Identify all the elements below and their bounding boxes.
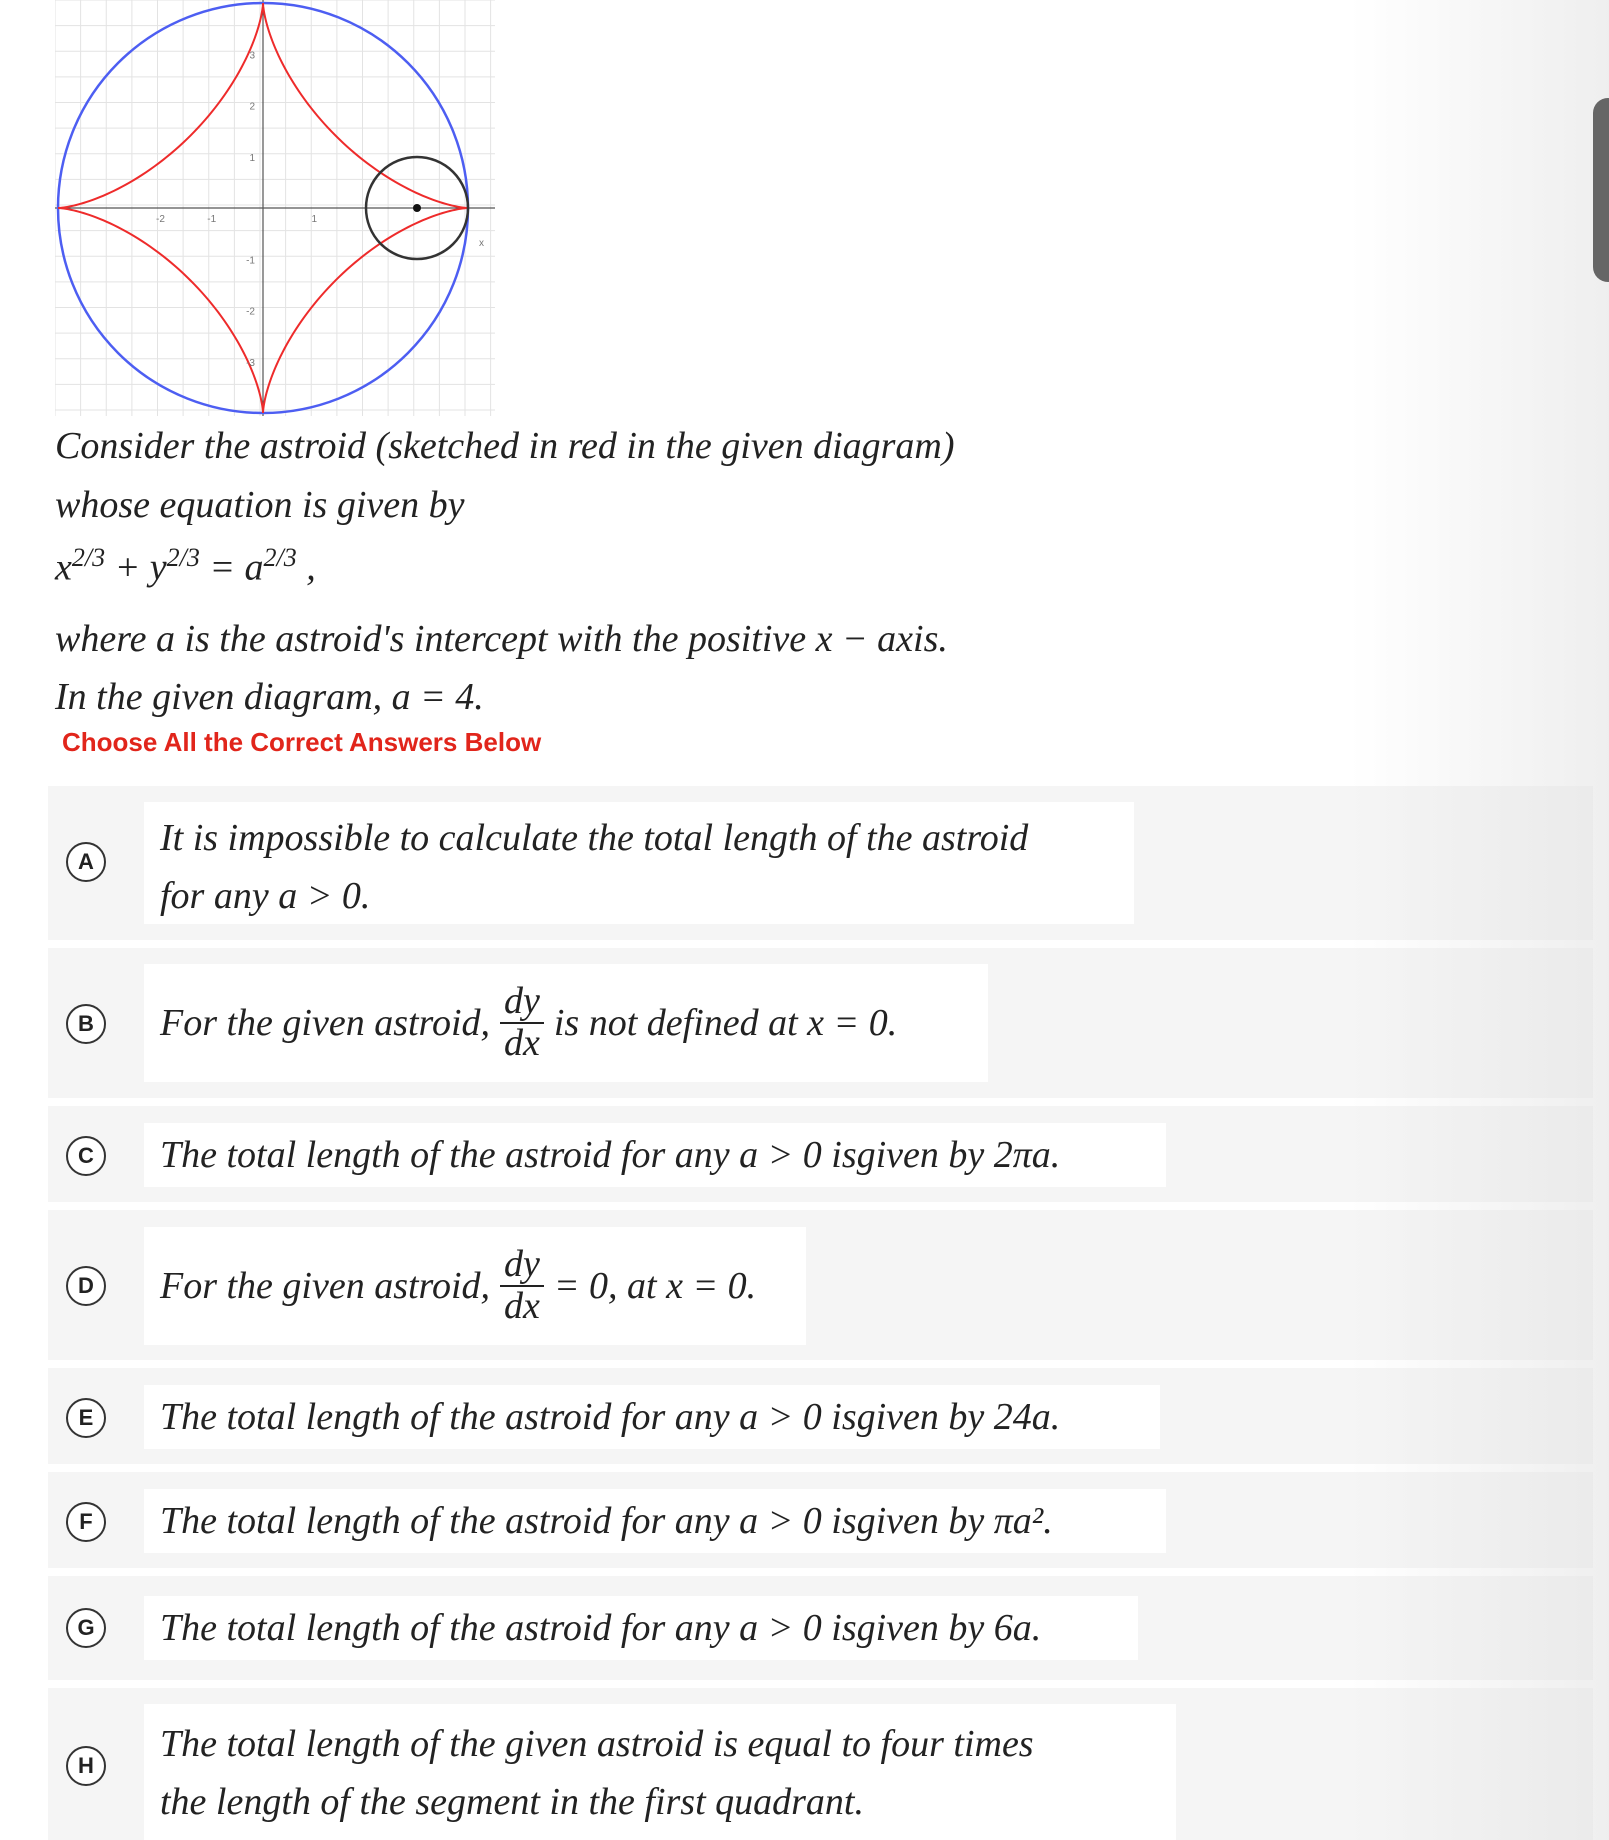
option-g-line: The total length of the astroid for any a > 0 isgiven by 6a. bbox=[160, 1607, 1042, 1649]
page-edge-shadow bbox=[1349, 0, 1609, 1840]
option-letter-e[interactable]: E bbox=[66, 1398, 106, 1438]
x-tick-label: -2 bbox=[156, 214, 165, 225]
instruction-text: Choose All the Correct Answers Below bbox=[62, 727, 542, 757]
x-tick-label: -1 bbox=[207, 214, 217, 225]
question-line-2: whose equation is given by bbox=[55, 484, 465, 526]
option-f-line: The total length of the astroid for any a > 0 isgiven by πa². bbox=[160, 1500, 1053, 1542]
option-e-line: The total length of the astroid for any a > 0 isgiven by 24a. bbox=[160, 1396, 1061, 1438]
side-panel-handle[interactable] bbox=[1593, 98, 1609, 282]
derivative-fraction bbox=[500, 1245, 544, 1327]
option-d-suffix: = 0, at x = 0. bbox=[553, 1265, 757, 1307]
option-letter-a[interactable]: A bbox=[66, 842, 106, 882]
option-letter-g[interactable]: G bbox=[66, 1608, 106, 1648]
y-tick-label: 3 bbox=[249, 50, 255, 62]
option-h-line-2: the length of the segment in the first quadrant. bbox=[160, 1781, 864, 1823]
option-a-line-2: for any a > 0. bbox=[160, 875, 371, 917]
option-letter-c[interactable]: C bbox=[66, 1136, 106, 1176]
option-e-text bbox=[144, 1385, 1160, 1449]
question-line-4: where a is the astroid's intercept with the positive x − axis. bbox=[55, 618, 948, 660]
fraction-numerator: dy bbox=[500, 1245, 544, 1287]
y-tick-label: 1 bbox=[249, 152, 255, 164]
option-d-prefix: For the given astroid, bbox=[160, 1265, 490, 1307]
y-tick-label: -1 bbox=[246, 255, 255, 267]
option-letter-f[interactable]: F bbox=[66, 1502, 106, 1542]
derivative-fraction bbox=[500, 982, 544, 1064]
equation: $x^{2/3} + y^{2/3} = a^{2/3}$ , bbox=[55, 543, 316, 589]
astroid-diagram bbox=[55, 0, 495, 416]
option-letter-b[interactable]: B bbox=[66, 1004, 106, 1044]
option-d-text bbox=[144, 1227, 806, 1345]
option-letter-h[interactable]: H bbox=[66, 1746, 106, 1786]
fraction-denominator: dx bbox=[504, 1022, 540, 1064]
fraction-numerator: dy bbox=[500, 982, 544, 1024]
option-h-text bbox=[144, 1704, 1176, 1840]
y-tick-label: 2 bbox=[249, 101, 255, 113]
option-a-text bbox=[144, 802, 1134, 924]
option-c-line: The total length of the astroid for any a > 0 isgiven by 2πa. bbox=[160, 1134, 1061, 1176]
x-axis-label: x bbox=[479, 238, 484, 249]
y-tick-label: -3 bbox=[246, 357, 255, 369]
question-line-5: In the given diagram, a = 4. bbox=[55, 676, 484, 718]
option-letter-d[interactable]: D bbox=[66, 1266, 106, 1306]
option-b-prefix: For the given astroid, bbox=[160, 1002, 490, 1044]
option-c-text bbox=[144, 1123, 1166, 1187]
option-g-text bbox=[144, 1596, 1138, 1660]
graph-axes bbox=[55, 0, 495, 416]
fraction-denominator: dx bbox=[504, 1285, 540, 1327]
option-f-text bbox=[144, 1489, 1166, 1553]
question-line-1: Consider the astroid (sketched in red in the given diagram) bbox=[55, 425, 955, 467]
x-tick-label: 1 bbox=[311, 214, 318, 225]
option-h-line-1: The total length of the given astroid is equal to four times bbox=[160, 1723, 1034, 1765]
rolling-circle-center bbox=[413, 204, 421, 212]
option-b-text bbox=[144, 964, 988, 1082]
option-b-suffix: is not defined at x = 0. bbox=[553, 1002, 898, 1044]
option-a-line-1: It is impossible to calculate the total length of the astroid bbox=[160, 817, 1029, 859]
y-tick-label: -2 bbox=[246, 306, 255, 318]
